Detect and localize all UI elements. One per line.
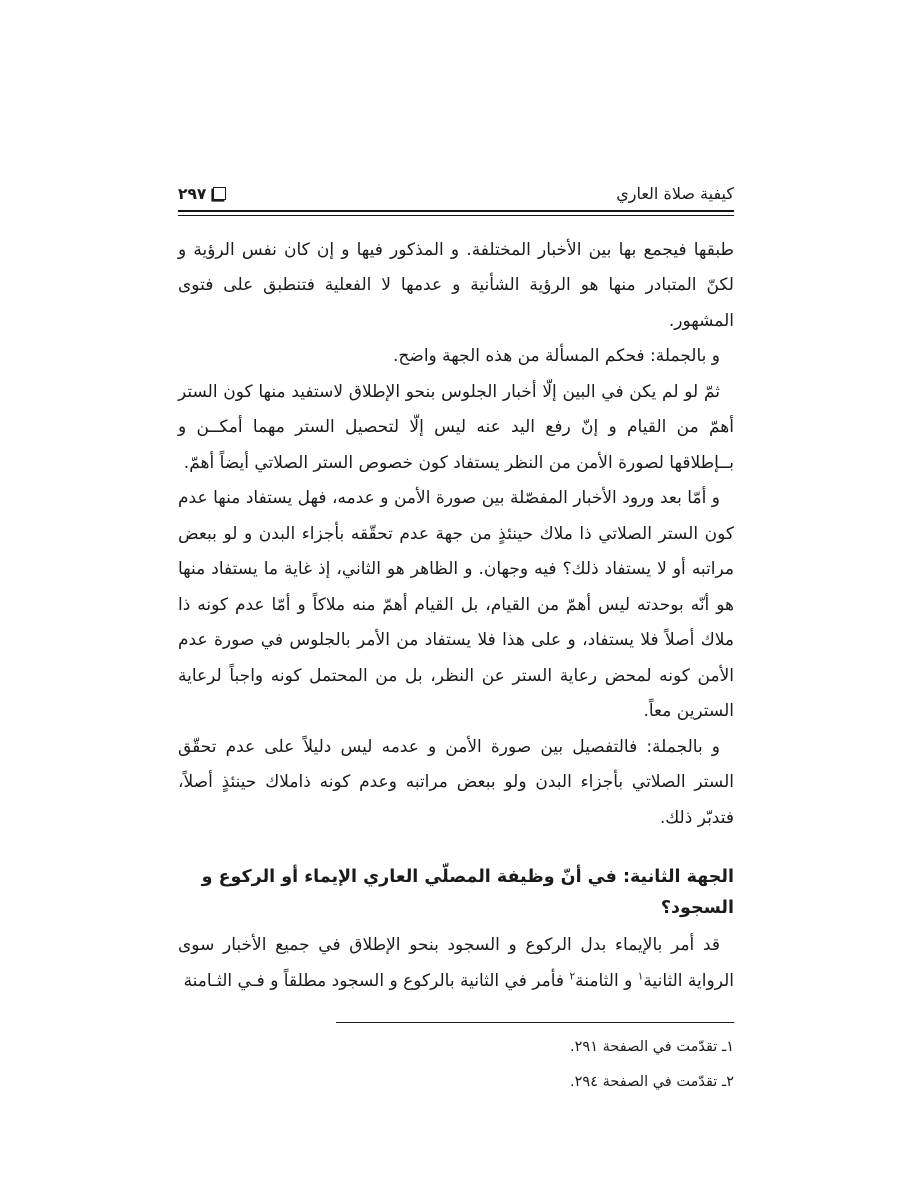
paragraph-segment: فأمر في الثانية بالركوع و السجود مطلقاً و فـي الثـامنة [183,970,570,991]
running-title: كيفية صلاة العاري [616,184,734,203]
footnote-marker: ١ـ [721,1039,734,1055]
text-column [178,0,734,1100]
header-square-icon [213,187,226,200]
footnote-text: تقدّمت في الصفحة ٢٩١. [570,1039,718,1055]
paragraph: و بالجملة: فحكم المسألة من هذه الجهة واضح. [393,346,720,366]
body-text [178,233,734,1000]
footnote-divider [336,1022,734,1023]
footnote [178,1065,734,1100]
paragraph: ثمّ لو لم يكن في البين إلّا أخبار الجلوس بنحو الإطلاق لاستفيد منها كون الستر أهمّ من القيام و إنّ رفع اليد عنه ليس إلّا لتحصيل الستر مهما أمكــن و بــإطلاقها لصورة الأمن من النظر يستفاد كون خصوص الستر الصلاتي أيضاً أهمّ. [178,381,734,473]
footnote [178,1030,734,1065]
paragraph: و بالجملة: فالتفصيل بين صورة الأمن و عدمه ليس دليلاً على عدم تحقّق الستر الصلاتي بأجزاء البدن ولو ببعض مراتبه وعدم كونه ذاملاك حينئذٍ أصلاً، فتدبّر ذلك. [178,736,734,828]
paragraph-segment: قد أمر بالإيماء بدل الركوع و السجود بنحو الإطلاق في جميع الأخبار سوى الرواية الثانية [178,935,734,991]
page-number-group [178,185,226,203]
footnote-ref-1: ١ [637,969,644,982]
footnote-text: تقدّمت في الصفحة ٢٩٤. [570,1074,718,1090]
footnote-marker: ٢ـ [721,1074,734,1090]
footnotes [178,1030,734,1100]
paragraph-with-footnote-refs [178,928,734,999]
footnote-ref-2: ٢ [569,969,576,982]
paragraph: طبقها فيجمع بها بين الأخبار المختلفة. و المذكور فيها و إن كان نفس الرؤية و لكنّ المتبادر منها هو الرؤية الشأنية و عدمها لا الفعلية فتنطبق على فتوى المشهور. [178,239,734,331]
page-header [178,184,734,203]
section-heading: الجهة الثانية: في أنّ وظيفة المصلّي العاري الإيماء أو الركوع و السجود؟ [201,867,734,918]
paragraph: و أمّا بعد ورود الأخبار المفصّلة بين صورة الأمن و عدمه، فهل يستفاد منها عدم كون الستر الصلاتي ذا ملاك حينئذٍ من جهة عدم تحقّقه بأجزاء البدن و لو ببعض مراتبه أو لا يستفاد ذلك؟ فيه وجهان. و الظاهر هو الثاني، إذ غاية ما يستفاد منها هو أنّه بوحدته ليس أهمّ من القيام، بل القيام أهمّ منه ملاكاً و أمّا عدم كونه ذا ملاك أصلاً فلا يستفاد، و على هذا فلا يستفاد من الأمر بالجلوس في صورة عدم الأمن كونه لمحض رعاية الستر عن النظر، بل من المحتمل كونه واجباً لرعاية السترين معاً. [178,488,734,721]
page-number: ٢٩٧ [178,185,207,203]
header-rule [178,210,734,216]
paragraph-segment: و الثامنة [575,970,638,991]
